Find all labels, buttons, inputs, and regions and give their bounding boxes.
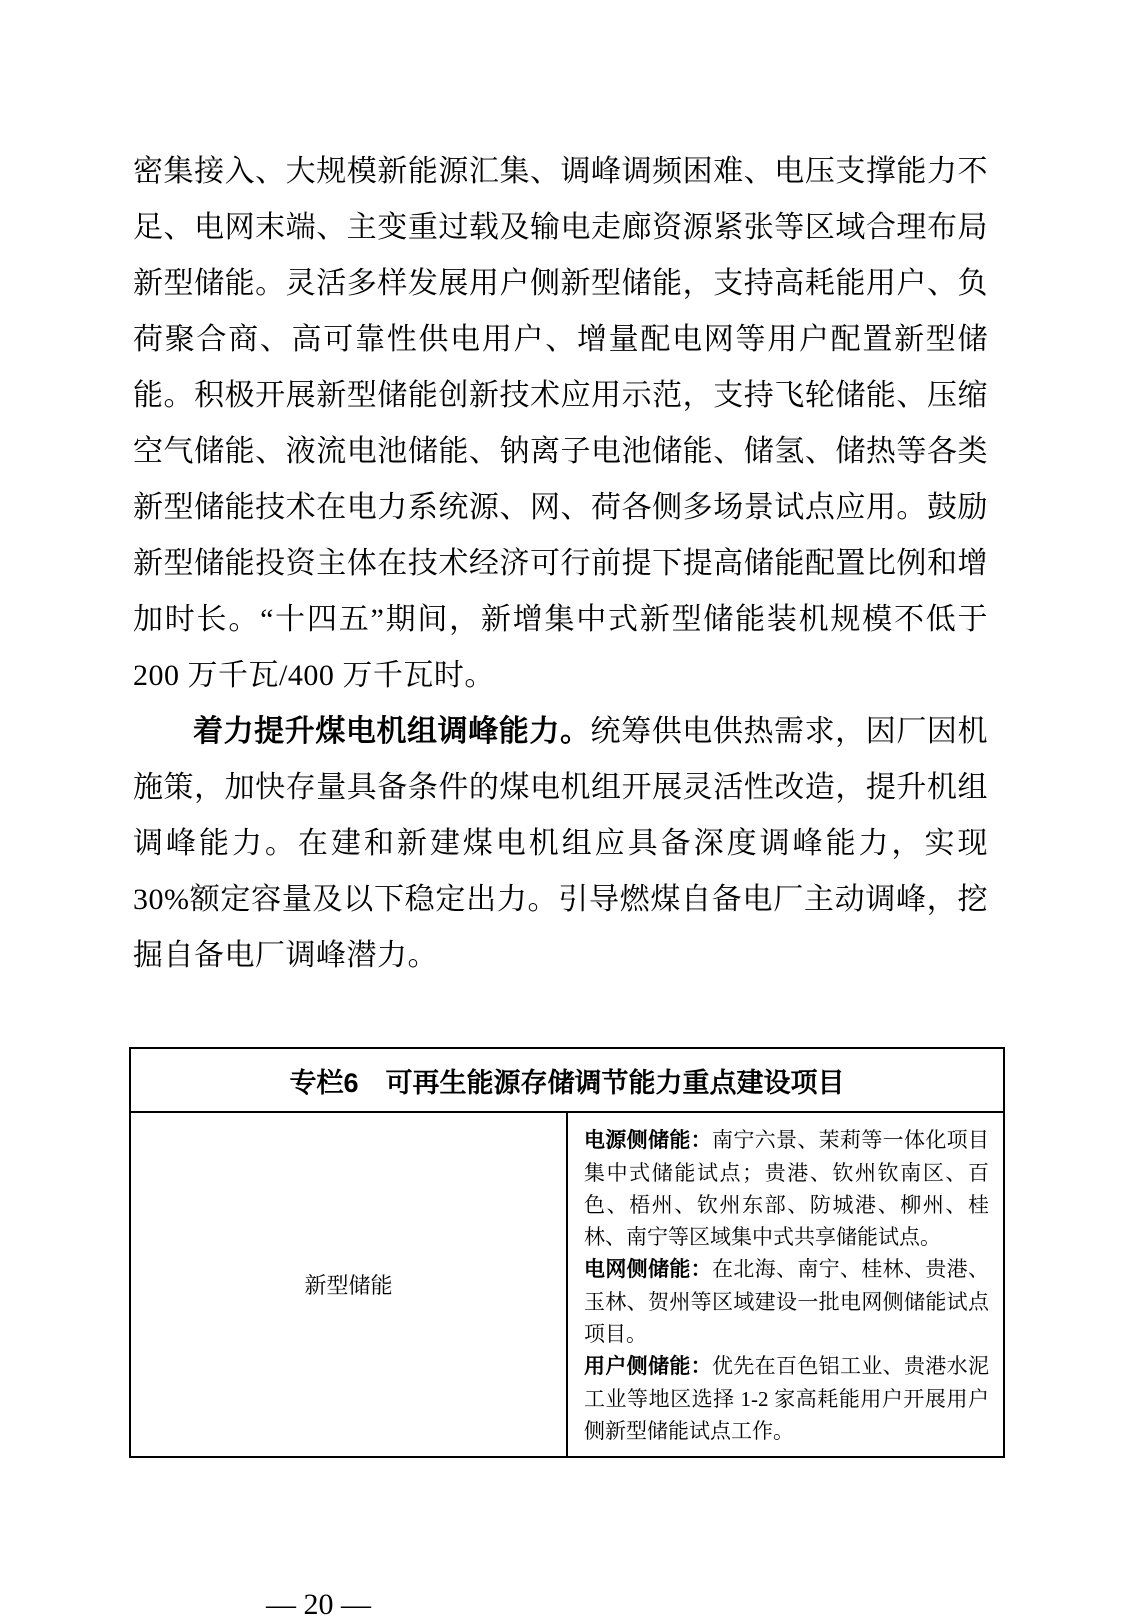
paragraph-2-body-text: 统筹供电供热需求，因厂因机施策，加快存量具备条件的煤电机组开展灵活性改造，提升机组调峰能力。在建和新建煤电机组应具备深度调峰能力，实现 30%额定容量及以下稳定出力。引导燃煤自备电厂主动调峰，挖掘自备电厂调峰潜力。	[133, 715, 989, 972]
paragraph-1: 密集接入、大规模新能源汇集、调峰调频困难、电压支撑能力不足、电网末端、主变重过载及输电走廊资源紧张等区域合理布局新型储能。灵活多样发展用户侧新型储能，支持高耗能用户、负荷聚合商、高可靠性供电用户、增量配电网等用户配置新型储能。积极开展新型储能创新技术应用示范，支持飞轮储能、压缩空气储能、液流电池储能、钠离子电池储能、储氢、储热等各类新型储能技术在电力系统源、网、荷各侧多场景试点应用。鼓励新型储能投资主体在技术经济可行前提下提高储能配置比例和增加时长。“十四五”期间，新增集中式新型储能装机规模不低于 200 万千瓦/400 万千瓦时。	[133, 155, 988, 692]
entry-user-side-storage	[584, 1350, 989, 1447]
paragraph-2-bold-lead: 着力提升煤电机组调峰能力。	[193, 715, 591, 748]
entry-power-side-storage	[584, 1124, 989, 1253]
box-title: 专栏6 可再生能源存储调节能力重点建设项目	[130, 1048, 1004, 1112]
entry-power-side-text: 南宁六景、茉莉等一体化项目集中式储能试点；贵港、钦州钦南区、百色、梧州、钦州东部、防城港、柳州、桂林、南宁等区域集中式共享储能试点。	[584, 1128, 989, 1249]
box-body-row	[130, 1112, 1004, 1457]
entry-user-side-label: 用户侧储能：	[584, 1355, 712, 1378]
page-number: — 20 —	[266, 1588, 371, 1621]
entry-grid-side-label: 电网侧储能：	[584, 1258, 712, 1281]
entry-grid-side-storage	[584, 1253, 989, 1350]
entry-user-side-text: 优先在百色铝工业、贵港水泥工业等地区选择 1-2 家高耗能用户开展用户侧新型储能试点工作。	[584, 1354, 989, 1443]
entry-power-side-label: 电源侧储能：	[584, 1129, 712, 1152]
box-row-label: 新型储能	[130, 1112, 567, 1457]
entry-grid-side-text: 在北海、南宁、桂林、贵港、玉林、贺州等区域建设一批电网侧储能试点项目。	[584, 1257, 989, 1346]
box-row-content	[567, 1112, 1004, 1457]
box-title-row	[130, 1048, 1004, 1112]
paragraph-2	[133, 704, 988, 984]
column-box-table	[129, 1047, 1005, 1458]
